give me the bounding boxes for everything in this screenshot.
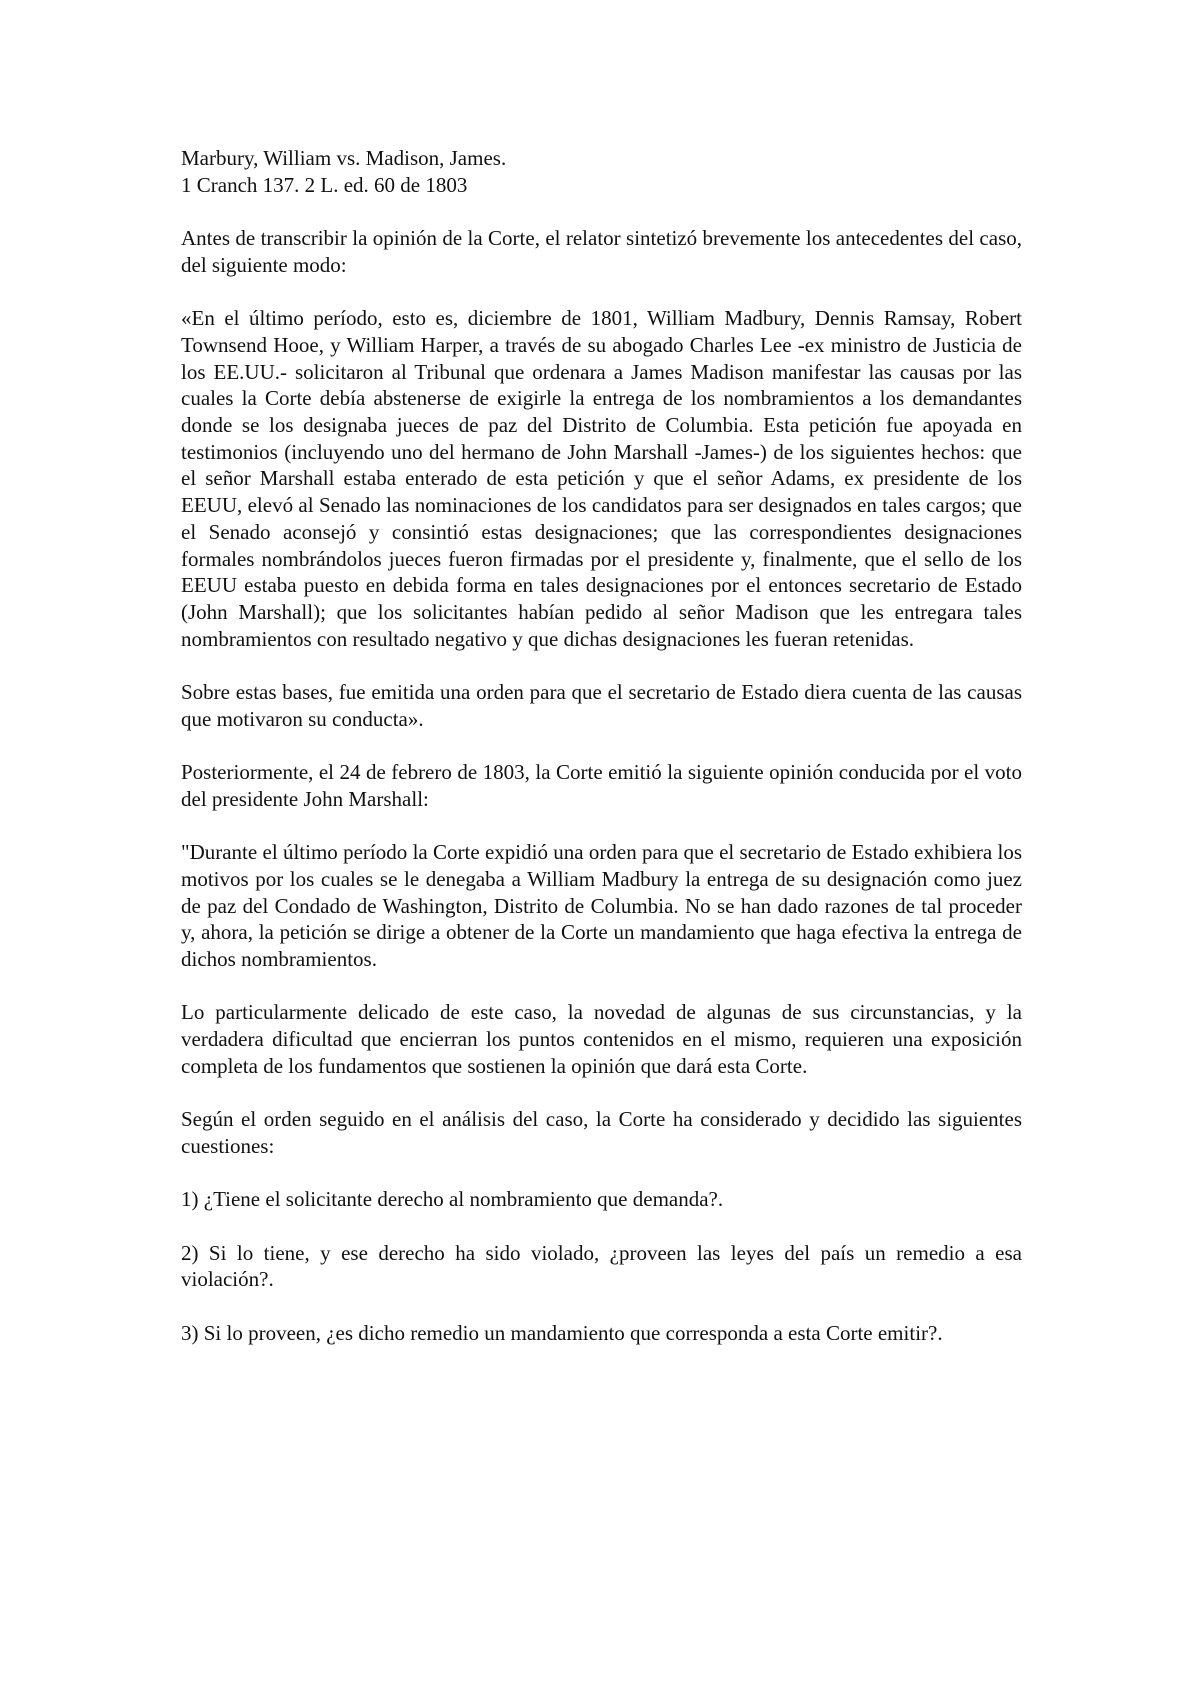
document-body — [181, 145, 1022, 1346]
question-3: 3) Si lo proveen, ¿es dicho remedio un mandamiento que corresponda a esta Corte emitir?. — [181, 1320, 943, 1345]
paragraph-intro: Antes de transcribir la opinión de la Corte, el relator sintetizó brevemente los antecedentes del caso, del siguiente modo: — [181, 226, 1022, 277]
paragraph-opinion-start: "Durante el último período la Corte expidió una orden para que el secretario de Estado exhibiera los motivos por los cuales se le denegaba a William Madbury la entrega de su designación como juez de paz del Condado de Washington, Distrito de Columbia. No se han dado razones de tal proceder y, ahora, la petición se dirige a obtener de la Corte un mandamiento que haga efectiva la entrega de dichos nombramientos. — [181, 840, 1022, 972]
paragraph-order: Sobre estas bases, fue emitida una orden para que el secretario de Estado diera cuenta de las causas que motivaron su conducta». — [181, 680, 1022, 731]
question-2: 2) Si lo tiene, y ese derecho ha sido violado, ¿proveen las leyes del país un remedio a esa violación?. — [181, 1240, 1022, 1292]
paragraph-questions-intro: Según el orden seguido en el análisis del caso, la Corte ha considerado y decidido las siguientes cuestiones: — [181, 1107, 1022, 1158]
question-1: 1) ¿Tiene el solicitante derecho al nombramiento que demanda?. — [181, 1187, 724, 1212]
case-title: Marbury, William vs. Madison, James. — [181, 146, 507, 170]
case-citation: 1 Cranch 137. 2 L. ed. 60 de 1803 — [181, 172, 468, 197]
paragraph-opinion-intro: Posteriormente, el 24 de febrero de 1803, la Corte emitió la siguiente opinión conducida por el voto del presidente John Marshall: — [181, 760, 1022, 811]
paragraph-delicate: Lo particularmente delicado de este caso, la novedad de algunas de sus circunstancias, y la verdadera dificultad que encierran los puntos contenidos en el mismo, requieren una exposición completa de los fundamentos que sostienen la opinión que dará esta Corte. — [181, 1000, 1022, 1078]
paragraph-background: «En el último período, esto es, diciembre de 1801, William Madbury, Dennis Ramsay, Robert Townsend Hooe, y William Harper, a través de su abogado Charles Lee -ex ministro de Justicia de los EE.UU.- solicitaron al Tribunal que ordenara a James Madison manifestar las causas por las cuales la Corte debía abstenerse de exigirle la entrega de los nombramientos a los demandantes donde se los designaba jueces de paz del Distrito de Columbia. Esta petición fue apoyada en testimonios (incluyendo uno del hermano de John Marshall -James-) de los siguientes hechos: que el señor Marshall estaba enterado de esta petición y que el señor Adams, ex presidente de los EEUU, elevó al Senado las nominaciones de los candidatos para ser designados en tales cargos; que el Senado aconsejó y consintió estas designaciones; que las correspondientes designaciones formales nombrándolos jueces fueron firmadas por el presidente y, finalmente, que el sello de los EEUU estaba puesto en debida forma en tales designaciones por el entonces secretario de Estado (John Marshall); que los solicitantes habían pedido al señor Madison que les entregara tales nombramientos con resultado negativo y que dichas designaciones les fueran retenidas. — [181, 306, 1022, 651]
